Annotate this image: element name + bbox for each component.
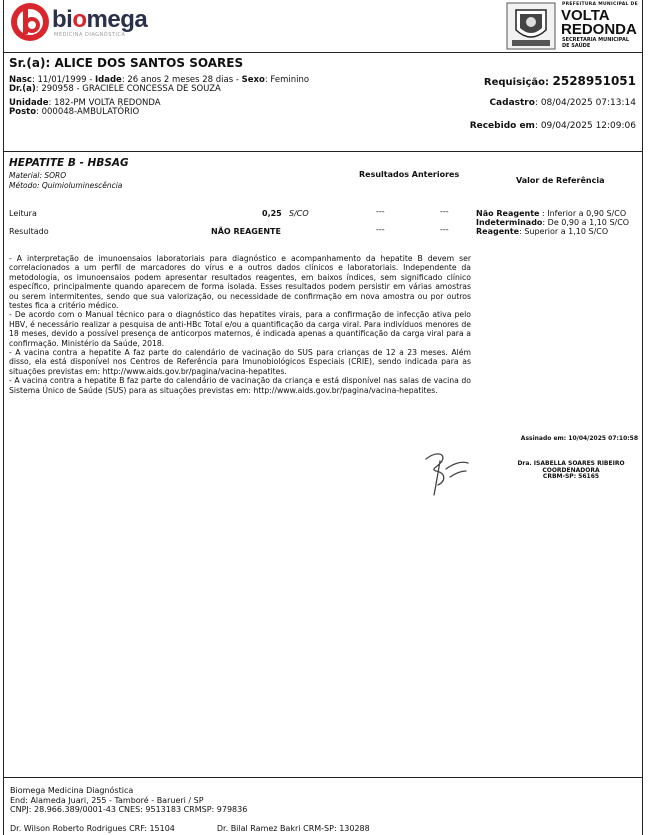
leitura-value: 0,25 <box>262 209 282 218</box>
report-page <box>3 0 643 835</box>
note-paragraph: - De acordo com o Manual técnico para o diagnóstico das hepatites virais, para a confirmação de infecção ativa pelo HBV, é necessário realizar a pesquisa de anti-HBc Total e/ou a quantificação da carga viral. Para indivíduos menores de 18 meses, devido a possível presença de anticorpos maternos, é indicada apenas a quantificação da carga viral para a confirmação. Ministério da Saúde, 2018. <box>9 310 471 348</box>
biomega-logo-icon <box>10 2 50 42</box>
interpretation-notes <box>9 254 471 395</box>
patient-birth-age-sex: Nasc: 11/01/1999 - Idade: 26 anos 2 meses 28 dias - Sexo: Feminino <box>9 75 310 85</box>
registration-date: Cadastro: 08/04/2025 07:13:14 <box>489 98 636 108</box>
reference-header: Valor de Referência <box>516 176 605 185</box>
note-paragraph: - A vacina contra a hepatite A faz parte do calendário de vacinação do SUS para crianças de 12 a 23 meses. Além disso, ela está disponível nos Centros de Referência para Imunobiológicos Especiais (CRIE), sendo indicada para as situações previstas em: http://www.aids.gov.br/pagina/vacina-hepatites. <box>9 348 471 376</box>
patient-unit: Unidade: 182-PM VOLTA REDONDA <box>9 98 161 108</box>
reference-values: Não Reagente : Inferior a 0,90 S/CO Indeterminado: De 0,90 a 1,10 S/CO Reagente: Superior a 1,10 S/CO <box>476 209 630 236</box>
resultado-prev2: --- <box>440 225 449 234</box>
exam-title: HEPATITE B - HBSAG <box>9 157 129 169</box>
footer-divider <box>4 777 642 778</box>
secretaria-label: SECRETARIA MUNICIPAL DE SAÚDE <box>562 37 630 49</box>
requisition-number: Requisição: 2528951051 <box>483 74 636 88</box>
signer-name: Dra. ISABELLA SOARES RIBEIRO <box>517 460 625 467</box>
row-label-leitura: Leitura <box>9 209 37 218</box>
biomega-logo-text: biomega <box>52 6 148 33</box>
row-label-resultado: Resultado <box>9 227 49 236</box>
header-divider <box>4 52 642 53</box>
volta-redonda-crest-icon <box>506 2 556 50</box>
exam-method: Método: Quimioluminescência <box>9 181 123 190</box>
signature-image <box>416 447 476 499</box>
prefeitura-name: VOLTA REDONDA <box>561 7 637 38</box>
signed-date: Assinado em: 10/04/2025 07:10:58 <box>520 435 638 442</box>
signer-role: COORDENADORA <box>542 466 600 474</box>
prefeitura-label: PREFEITURA MUNICIPAL DE <box>562 2 638 7</box>
note-paragraph: - A interpretação de imunoensaios laboratoriais para diagnóstico e acompanhamento da hepatite B devem ser correlacionados a um perfil de marcadores do vírus e a outros dados clínicos e laboratoriais. Independente da metodologia, os imunoensaios podem apresentar resultados reagentes, em baixos índices, sem significado clínico específico, principalmente quando aparecem de forma isolada. Esses resultados podem persistir em várias amostras ou serem intermitentes, sendo que sua valorização, ou necessidade de confirmação em nova amostra ou por outros testes fica a critério médico. <box>9 254 471 311</box>
patient-name: Sr.(a): ALICE DOS SANTOS SOARES <box>9 56 244 70</box>
signer-block <box>496 461 646 481</box>
resultado-prev1: --- <box>376 225 385 234</box>
info-divider <box>4 151 642 152</box>
patient-post: Posto: 000048-AMBULATÓRIO <box>9 107 140 117</box>
footer-doctors: Dr. Wilson Roberto Rodrigues CRF: 15104 Dr. Bilal Ramez Bakri CRM-SP: 130288 <box>10 824 370 833</box>
patient-doctor: Dr.(a): 290958 - GRACIELE CONCESSA DE SOUZA <box>9 84 221 94</box>
leitura-prev2: --- <box>440 207 449 216</box>
resultado-value: NÃO REAGENTE <box>211 227 281 236</box>
exam-material: Material: SORO <box>9 171 67 180</box>
leitura-unit: S/CO <box>289 209 309 218</box>
received-date: Recebido em: 09/04/2025 12:09:06 <box>469 121 636 131</box>
signer-crbm: CRBM-SP: 56165 <box>542 473 600 480</box>
footer-company-info: Biomega Medicina Diagnóstica End: Alameda Juari, 255 - Tamboré - Barueri / SP CNPJ: 28.966.389/0001-43 CNES: 9513183 CRMSP: 979836 <box>10 786 248 814</box>
biomega-logo-subtitle: MEDICINA DIAGNÓSTICA <box>54 32 126 38</box>
previous-results-header: Resultados Anteriores <box>359 170 460 179</box>
leitura-prev1: --- <box>376 207 385 216</box>
note-paragraph: - A vacina contra a hepatite B faz parte do calendário de vacinação da criança e está disponível nas salas de vacina do Sistema Único de Saúde (SUS) para as situações previstas em: http://www.aids.gov.br/pagina/vacina-hepatites. <box>9 376 471 395</box>
